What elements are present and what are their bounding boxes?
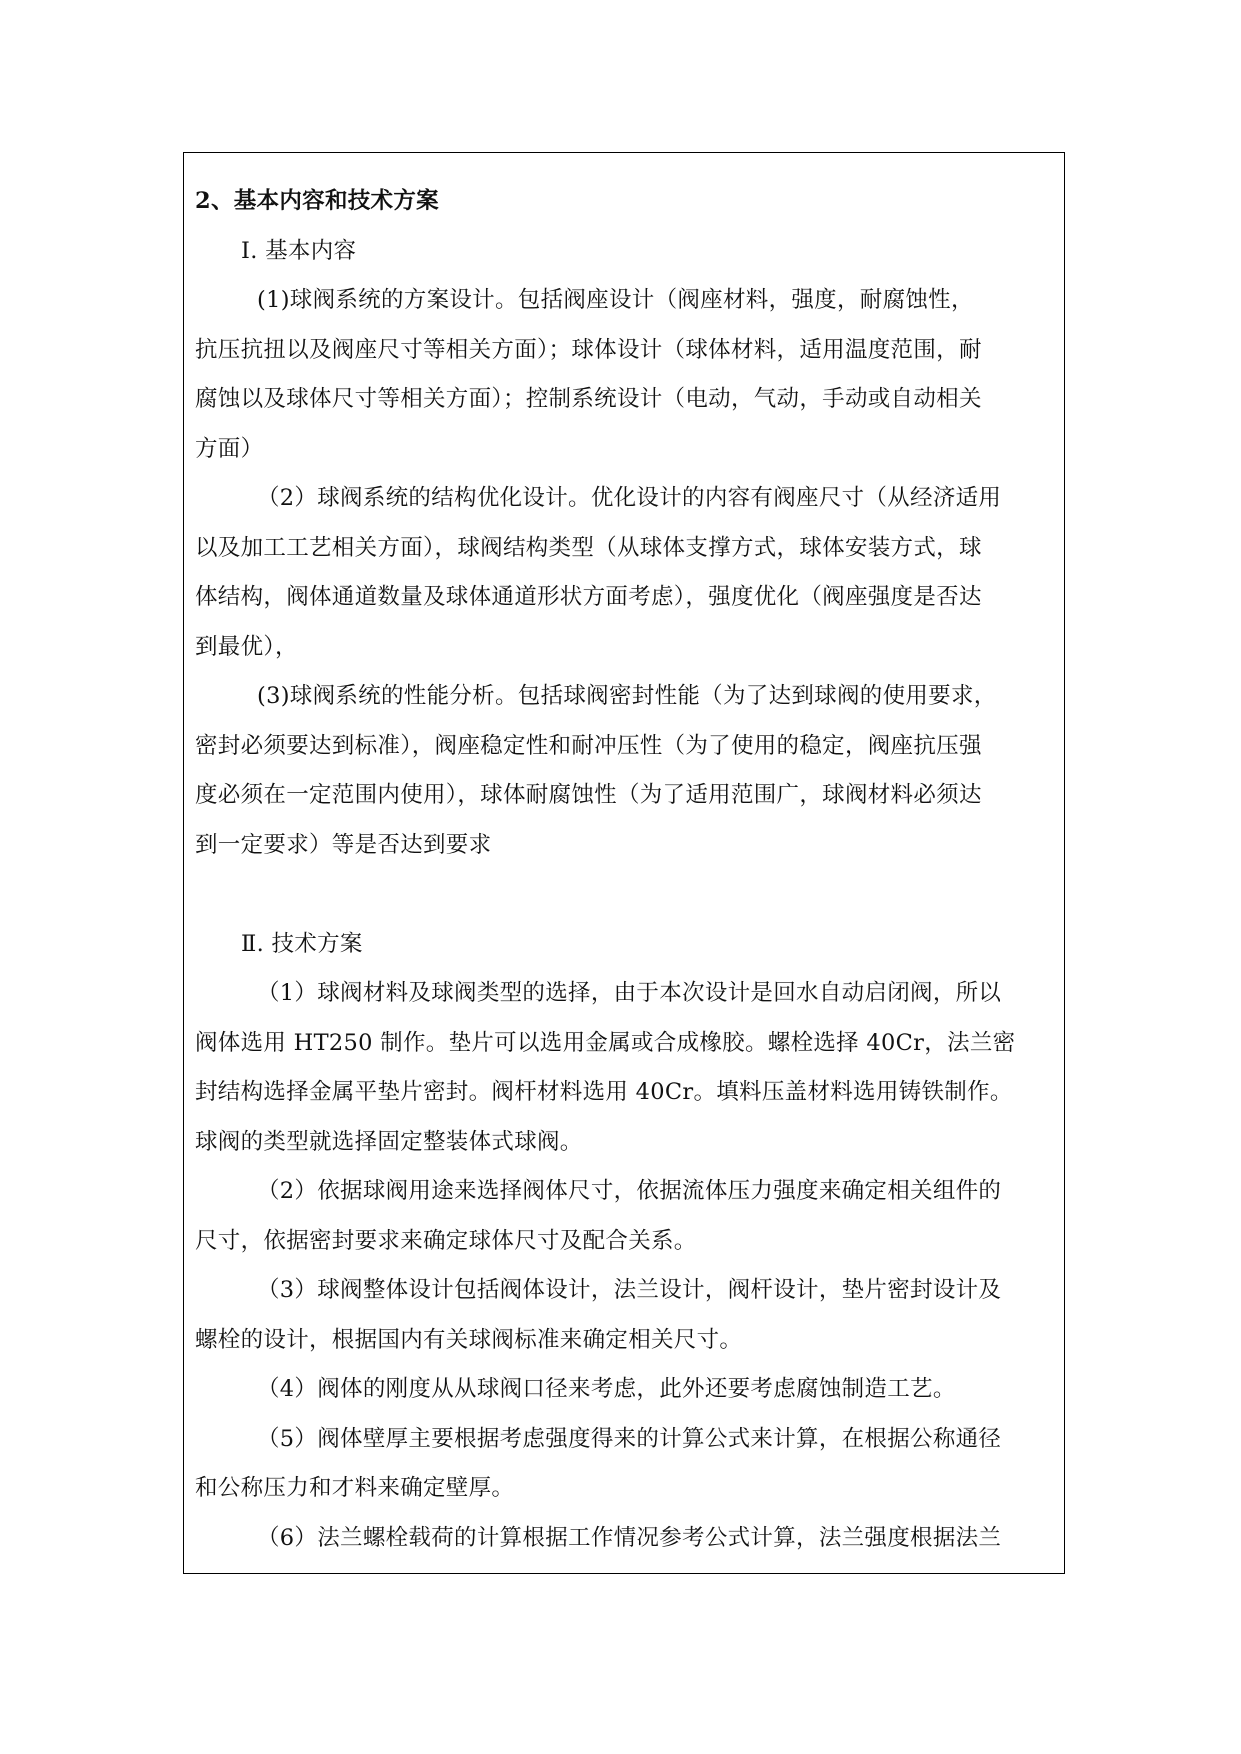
part1-para2-line1: （2）球阀系统的结构优化设计。优化设计的内容有阀座尺寸（从经济适用: [257, 485, 1002, 511]
part1-para1-line1: (1)球阀系统的方案设计。包括阀座设计（阀座材料，强度，耐腐蚀性，: [257, 287, 974, 313]
part2-para3-line2: 螺栓的设计，根据国内有关球阀标准来确定相关尺寸。: [195, 1326, 743, 1353]
part1-para3-line2: 密封必须要达到标准），阀座稳定性和耐冲压性（为了使用的稳定，阀座抗压强: [195, 732, 982, 759]
document-content: [195, 177, 1057, 1563]
part2-heading: Ⅱ. 技术方案: [241, 930, 363, 957]
part2-para1-line3: 封结构选择金属平垫片密封。阀杆材料选用 40Cr。填料压盖材料选用铸铁制作。: [195, 1079, 1013, 1105]
part2-para1-line1: （1）球阀材料及球阀类型的选择，由于本次设计是回水自动启闭阀，所以: [257, 980, 1002, 1006]
part2-para1-line4: 球阀的类型就选择固定整装体式球阀。: [195, 1128, 583, 1155]
part1-para3-line1: (3)球阀系统的性能分析。包括球阀密封性能（为了达到球阀的使用要求，: [257, 683, 997, 709]
part2-para6-line1: （6）法兰螺栓载荷的计算根据工作情况参考公式计算，法兰强度根据法兰: [257, 1524, 1002, 1551]
part1-para1-line3: 腐蚀以及球体尺寸等相关方面）；控制系统设计（电动，气动，手动或自动相关: [195, 386, 982, 412]
part2-para2-line2: 尺寸，依据密封要求来确定球体尺寸及配合关系。: [195, 1227, 697, 1254]
part2-para2-line1: （2）依据球阀用途来选择阀体尺寸，依据流体压力强度来确定相关组件的: [257, 1178, 1002, 1204]
blank-spacer: [195, 870, 1057, 920]
document-frame: [183, 152, 1065, 1574]
part1-para1-line4: 方面）: [195, 435, 264, 462]
part2-para5-line2: 和公称压力和才料来确定壁厚。: [195, 1475, 515, 1501]
part1-para1-line2: 抗压抗扭以及阀座尺寸等相关方面）；球体设计（球体材料，适用温度范围，耐: [195, 336, 982, 363]
part1-para2-line4: 到最优），: [195, 633, 298, 660]
part1-para2-line2: 以及加工工艺相关方面），球阀结构类型（从球体支撑方式，球体安装方式，球: [195, 534, 982, 561]
section-title: 2、基本内容和技术方案: [195, 188, 439, 214]
part2-para5-line1: （5）阀体壁厚主要根据考虑强度得来的计算公式来计算，在根据公称通径: [257, 1425, 1002, 1452]
part1-para3-line4: 到一定要求）等是否达到要求: [195, 831, 492, 858]
part1-para2-line3: 体结构，阀体通道数量及球体通道形状方面考虑），强度优化（阀座强度是否达: [195, 584, 982, 610]
part2-para3-line1: （3）球阀整体设计包括阀体设计，法兰设计，阀杆设计，垫片密封设计及: [257, 1277, 1002, 1303]
part1-para3-line3: 度必须在一定范围内使用），球体耐腐蚀性（为了适用范围广，球阀材料必须达: [195, 782, 982, 808]
part1-heading: Ⅰ. 基本内容: [241, 237, 357, 264]
part2-para1-line2: 阀体选用 HT250 制作。垫片可以选用金属或合成橡胶。螺栓选择 40Cr，法兰密: [195, 1029, 1016, 1056]
part2-para4-line1: （4）阀体的刚度从从球阀口径来考虑，此外还要考虑腐蚀制造工艺。: [257, 1376, 956, 1402]
